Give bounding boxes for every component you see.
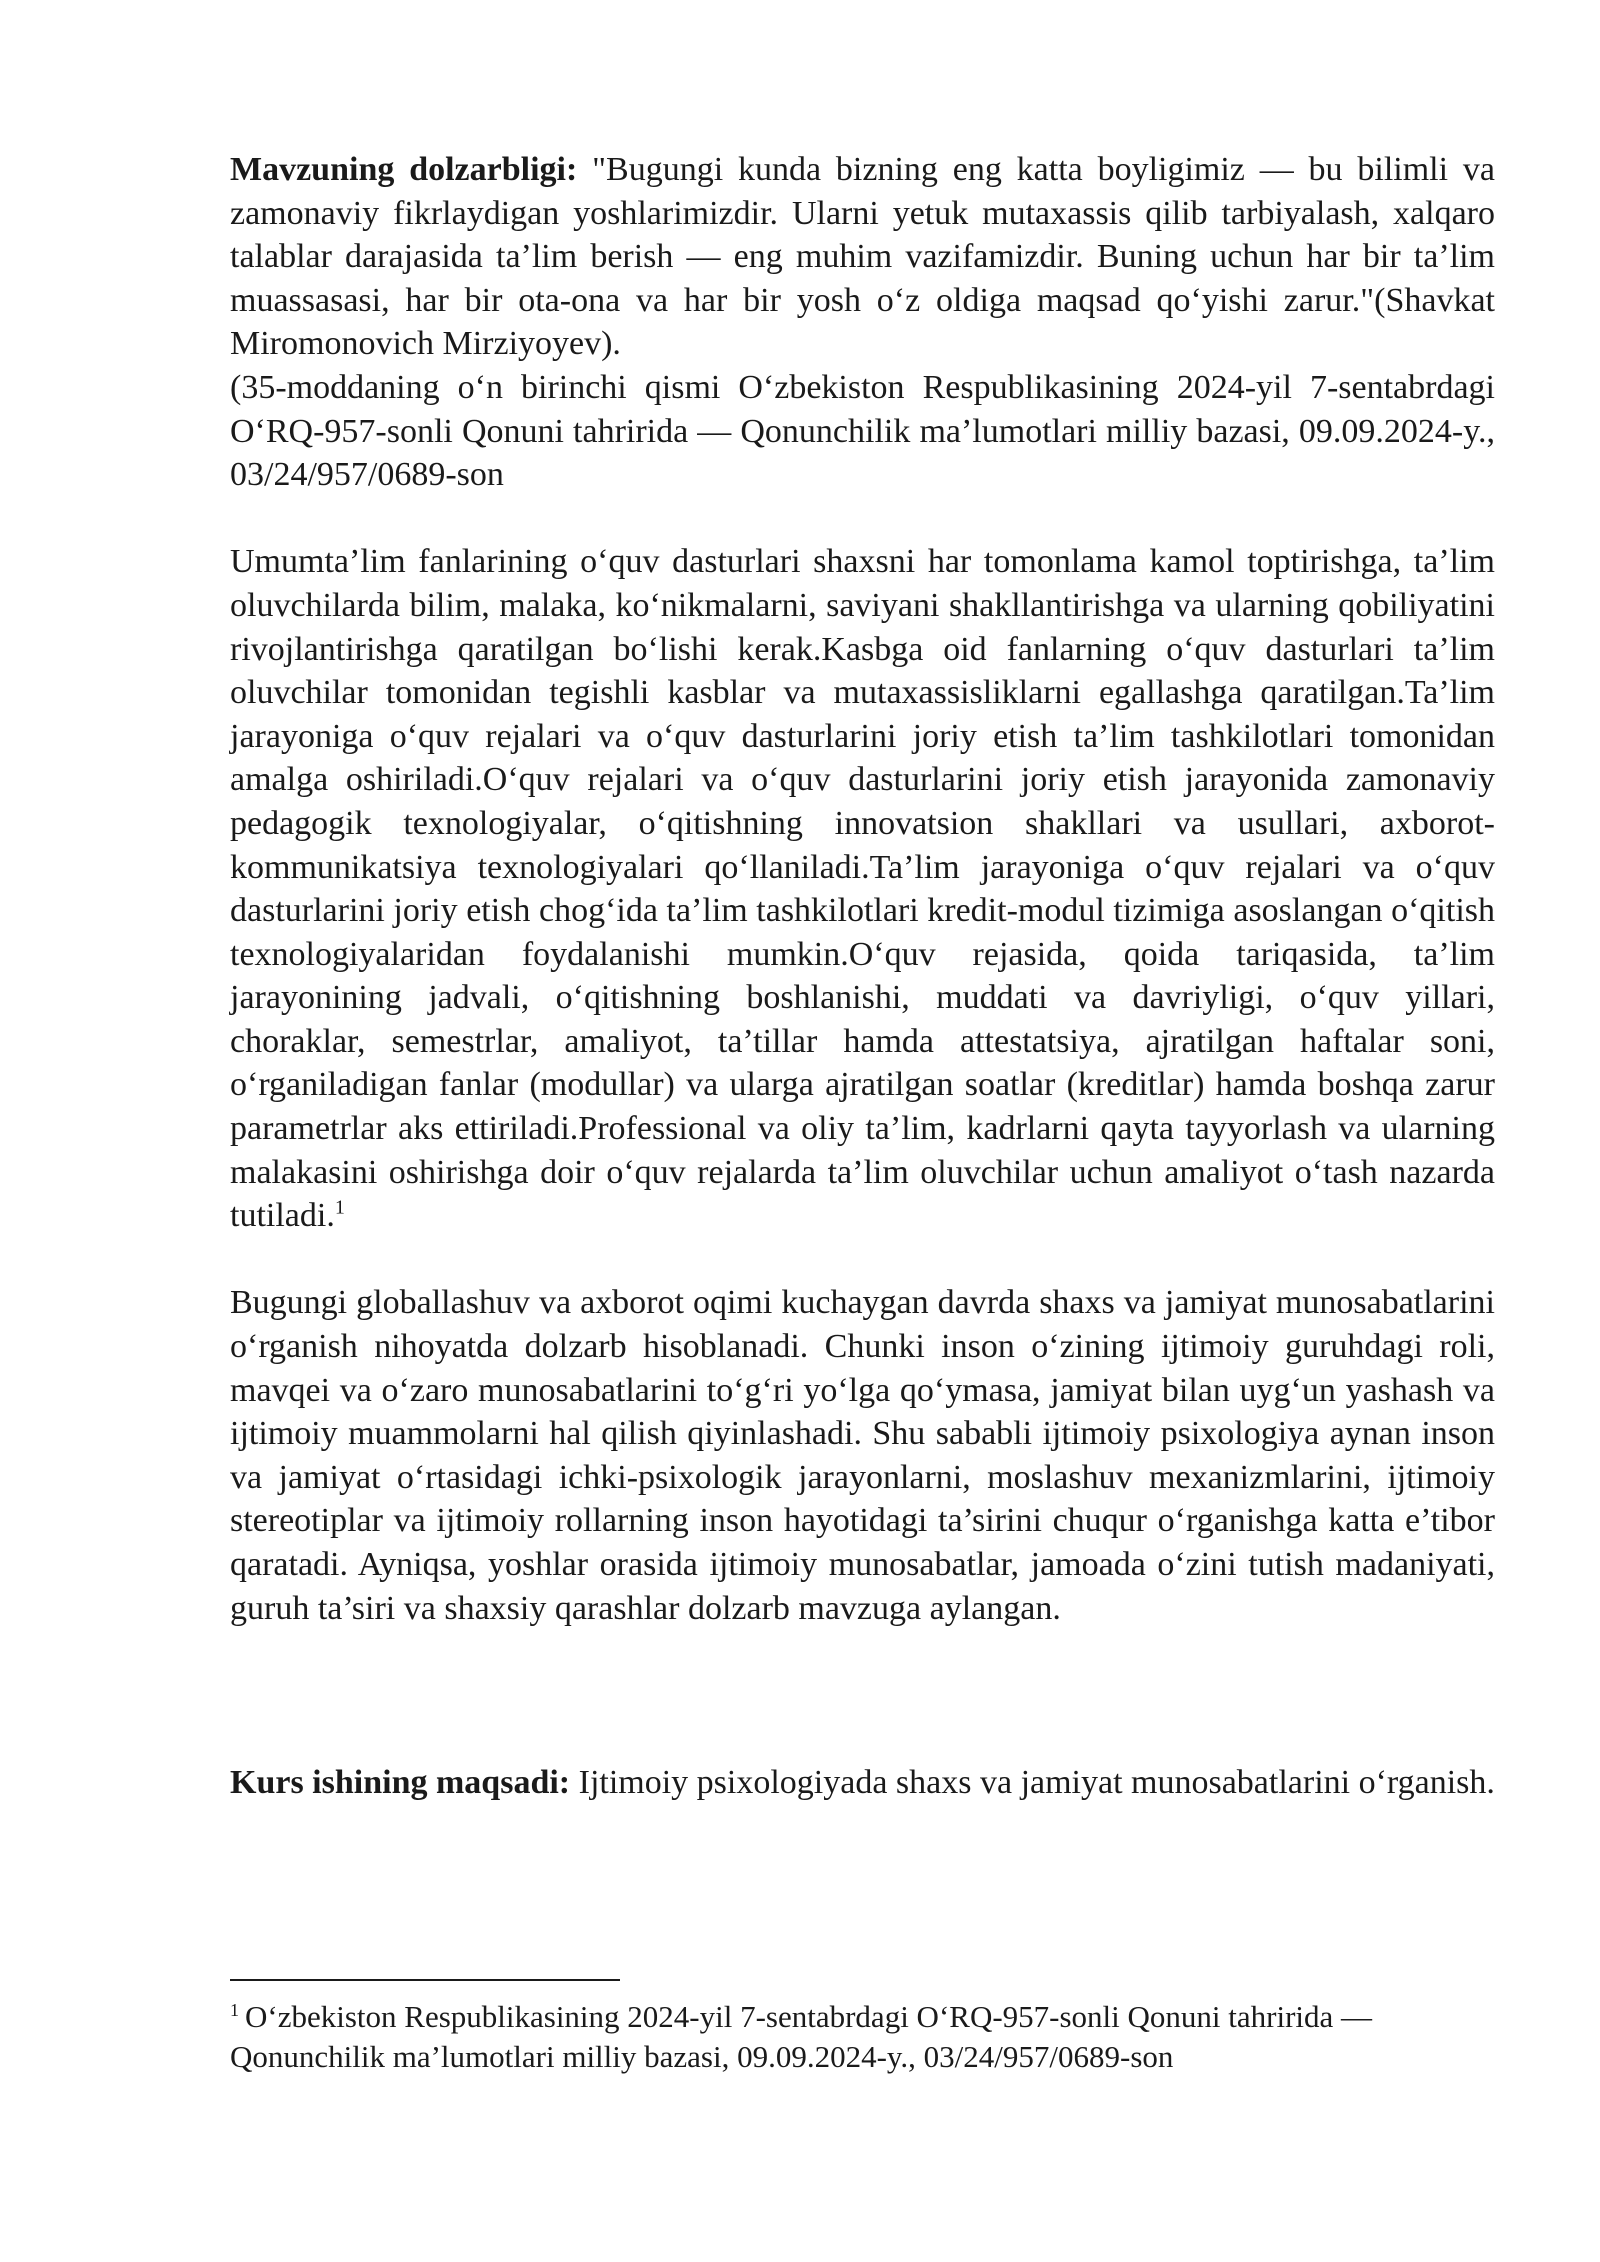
footnote-separator [230,1979,620,1981]
goal-text: Ijtimoiy psixologiyada shaxs va jamiyat munosabatlarini o‘rganish. [570,1764,1495,1802]
footnote-reference[interactable]: 1 [334,1196,345,1219]
globalization-paragraph: Bugungi globallashuv va axborot oqimi kuchaygan davrda shaxs va jamiyat munosabatlarini o‘rganish nihoyatda dolzarb hisoblanadi. Chunki inson o‘zining ijtimoiy guruhdagi roli, mavqei va o‘zaro munosabatlarini to‘g‘ri yo‘lga qo‘ymasa, jamiyat bilan uyg‘un yashash va ijtimoiy muammolarni hal qilish qiyinlashadi. Shu sababli ijtimoiy psixologiya aynan inson va jamiyat o‘rtasidagi ichki-psixologik jarayonlarni, moslashuv mexanizmlarini, ijtimoiy stereotiplar va ijtimoiy rollarning inson hayotidagi ta’sirini chuqur o‘rganishga katta e’tibor qaratadi. Ayniqsa, yoshlar orasida ijtimoiy munosabatlar, jamoada o‘zini tutish madaniyati, guruh ta’siri va shaxsiy qarashlar dolzarb mavzuga aylangan. [230,1284,1495,1627]
footnote-number: 1 [230,1999,239,2020]
intro-paragraph [230,148,1495,366]
goal-paragraph [230,1761,1495,1805]
intro-label: Mavzuning dolzarbligi: [230,151,578,188]
curriculum-paragraph [230,540,1495,1238]
goal-label: Kurs ishining maqsadi: [230,1764,571,1802]
document-page [230,148,1495,1805]
footnote-text: O‘zbekiston Respublikasining 2024-yil 7-sentabrdagi O‘RQ-957-sonli Qonuni tahririda — Qonunchilik ma’lumotlari milliy bazasi, 09.09.2024-y., 03/24/957/0689-son [230,1999,1373,2074]
citation-paragraph: (35-moddaning o‘n birinchi qismi O‘zbekiston Respublikasining 2024-yil 7-sentabrdagi O‘RQ-957-sonli Qonuni tahririda — Qonunchilik ma’lumotlari milliy bazasi, 09.09.2024-y., 03/24/957/0689-son [230,368,1495,494]
curriculum-text: Umumta’lim fanlarining o‘quv dasturlari shaxsni har tomonlama kamol toptirishga, ta’lim oluvchilarda bilim, malaka, ko‘nikmalarni, saviyani shakllantirishga va ularning qobiliyatini rivojlantirishga qaratilgan bo‘lishi kerak.Kasbga oid fanlarning o‘quv dasturlari ta’lim oluvchilar tomonidan tegishli kasblar va mutaxassisliklarni egallashga qaratilgan.Ta’lim jarayoniga o‘quv rejalari va o‘quv dasturlarini joriy etish ta’lim tashkilotlari tomonidan amalga oshiriladi.O‘quv rejalari va o‘quv dasturlarini joriy etish jarayonida zamonaviy pedagogik texnologiyalar, o‘qitishning innovatsion shakllari va usullari, axborot-kommunikatsiya texnologiyalari qo‘llaniladi.Ta’lim jarayoniga o‘quv rejalari va o‘quv dasturlarini joriy etish chog‘ida ta’lim tashkilotlari kredit-modul tizimiga asoslangan o‘qitish texnologiyalaridan foydalanishi mumkin.O‘quv rejasida, qoida tariqasida, ta’lim jarayonining jadvali, o‘qitishning boshlanishi, muddati va davriyligi, o‘quv yillari, choraklar, semestrlar, amaliyot, ta’tillar hamda attestatsiya, ajratilgan haftalar soni, o‘rganiladigan fanlar (modullar) va ularga ajratilgan soatlar (kreditlar) hamda boshqa zarur parametrlar aks ettiriladi.Professional va oliy ta’lim, kadrlarni qayta tayyorlash va ularning malakasini oshirishga doir o‘quv rejalarda ta’lim oluvchilar uchun amaliyot o‘tash nazarda tutiladi. [230,543,1495,1235]
footnote [230,1997,1495,2077]
intro-quote: "Bugungi kunda bizning eng katta boyligimiz — bu bilimli va zamonaviy fikrlaydigan yoshlarimizdir. Ularni yetuk mutaxassis qilib tarbiyalash, xalqaro talablar darajasida ta’lim berish — eng muhim vazifamizdir. Buning uchun har bir ta’lim muassasasi, har bir ota-ona va har bir yosh o‘z oldiga maqsad qo‘yishi zarur."(Shavkat Miromonovich Mirziyoyev). [230,151,1495,363]
